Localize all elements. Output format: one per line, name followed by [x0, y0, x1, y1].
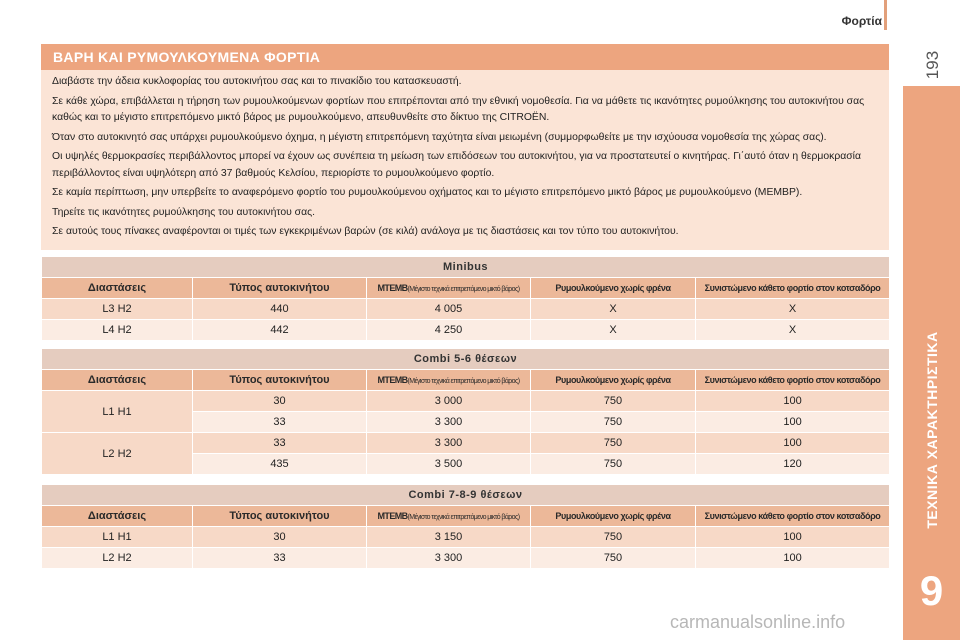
col-mtemb: ΜΤΕΜΒ(Μέγιστο τεχνικά επιτρεπόμενο μικτό βάρος)	[367, 278, 531, 299]
table-row	[42, 320, 890, 341]
cell-vehicle-type: 33	[193, 548, 367, 569]
table-combi-7-8-9	[41, 484, 890, 569]
intro-paragraph: Σε αυτούς τους πίνακες αναφέρονται οι τιμές των εγκεκριμένων βαρών (σε κιλά) ανάλογα με τις διαστάσεις και τον τύπο του αυτοκινήτου.	[52, 226, 679, 237]
cell-dimensions: L2 H2	[42, 433, 193, 475]
chapter-side-title: ΤΕΧΝΙΚΑ ΧΑΡΑΚΤΗΡΙΣΤΙΚΑ	[923, 331, 940, 529]
table-title: Minibus	[42, 257, 890, 278]
cell-unbraked: 750	[531, 527, 696, 548]
running-title: Φορτία	[841, 14, 882, 28]
cell-unbraked: 750	[531, 454, 696, 475]
cell-mtemb: 3 300	[367, 412, 531, 433]
table-combi-5-6	[41, 348, 890, 475]
intro-title: ΒΑΡΗ ΚΑΙ ΡΥΜΟΥΛΚΟΥΜΕΝΑ ΦΟΡΤΙΑ	[41, 44, 889, 70]
cell-dimensions: L2 H2	[42, 548, 193, 569]
table-minibus	[41, 256, 890, 341]
cell-vehicle-type: 33	[193, 412, 367, 433]
intro-paragraph: Σε κάθε χώρα, επιβάλλεται η τήρηση των ρυμουλκούμενων φορτίων που επιτρέπονται από την εθνική νομοθεσία. Για να μάθετε τις ικανότητες ρυμούλκησης του αυτοκινήτου σας καθώς και το μέγιστο επιτρεπόμενο μικτό βάρος με ρυμουλκούμενο, απευθυνθείτε στο δίκτυο της CITROËN.	[52, 95, 865, 123]
cell-unbraked: 750	[531, 391, 696, 412]
cell-vehicle-type: 30	[193, 391, 367, 412]
cell-vehicle-type: 30	[193, 527, 367, 548]
cell-vehicle-type: 435	[193, 454, 367, 475]
intro-paragraph: Διαβάστε την άδεια κυκλοφορίας του αυτοκινήτου σας και το πινακίδιο του κατασκευαστή.	[52, 76, 462, 87]
cell-roof-load: 100	[696, 391, 890, 412]
cell-unbraked: 750	[531, 412, 696, 433]
chapter-number: 9	[919, 567, 944, 614]
cell-roof-load: 100	[696, 412, 890, 433]
table-row	[42, 391, 890, 412]
cell-roof-load: X	[696, 299, 890, 320]
col-roof-load: Συνιστώμενο κάθετο φορτίο στον κοτσαδόρο	[696, 278, 890, 299]
intro-paragraph: Σε καμία περίπτωση, μην υπερβείτε το αναφερόμενο φορτίο του ρυμουλκούμενου οχήματος και το μέγιστο επιτρεπόμενο μικτό βάρος με ρυμουλκούμενο (ΜΕΜΒΡ).	[52, 187, 803, 198]
cell-mtemb: 3 300	[367, 548, 531, 569]
cell-unbraked: X	[531, 299, 696, 320]
cell-roof-load: 100	[696, 433, 890, 454]
intro-paragraph: Τηρείτε τις ικανότητες ρυμούλκησης του αυτοκινήτου σας.	[52, 206, 315, 218]
cell-mtemb: 4 250	[367, 320, 531, 341]
table-title: Combi 5-6 θέσεων	[42, 349, 890, 370]
cell-mtemb: 3 150	[367, 527, 531, 548]
header-rule	[884, 0, 887, 30]
intro-box	[41, 44, 889, 250]
cell-dimensions: L3 H2	[42, 299, 193, 320]
col-dimensions: Διαστάσεις	[42, 506, 193, 527]
cell-mtemb: 3 300	[367, 433, 531, 454]
col-dimensions: Διαστάσεις	[42, 370, 193, 391]
cell-mtemb: 4 005	[367, 299, 531, 320]
col-vehicle-type: Τύπος αυτοκινήτου	[193, 506, 367, 527]
cell-roof-load: 100	[696, 527, 890, 548]
cell-unbraked: X	[531, 320, 696, 341]
cell-vehicle-type: 440	[193, 299, 367, 320]
col-unbraked: Ρυμουλκούμενο χωρίς φρένα	[531, 370, 696, 391]
cell-vehicle-type: 442	[193, 320, 367, 341]
table-title: Combi 7-8-9 θέσεων	[42, 485, 890, 506]
cell-dimensions: L1 H1	[42, 391, 193, 433]
cell-roof-load: 120	[696, 454, 890, 475]
intro-paragraph: Οι υψηλές θερμοκρασίες περιβάλλοντος μπορεί να έχουν ως συνέπεια τη μείωση των επιδόσεων του αυτοκινήτου, για να προστατευτεί ο κινητήρας. Γι΄αυτό όταν η θερμοκρασία περιβάλλοντος είναι υψηλότερη από 37 βαθμούς Κελσίου, περιορίστε το ρυμουλκούμενο φορτίο.	[52, 151, 861, 179]
col-unbraked: Ρυμουλκούμενο χωρίς φρένα	[531, 278, 696, 299]
page-number: 193	[923, 50, 942, 80]
col-vehicle-type: Τύπος αυτοκινήτου	[193, 370, 367, 391]
col-roof-load: Συνιστώμενο κάθετο φορτίο στον κοτσαδόρο	[696, 506, 890, 527]
table-row	[42, 527, 890, 548]
table-row	[42, 433, 890, 454]
cell-unbraked: 750	[531, 433, 696, 454]
col-dimensions: Διαστάσεις	[42, 278, 193, 299]
cell-dimensions: L4 H2	[42, 320, 193, 341]
cell-vehicle-type: 33	[193, 433, 367, 454]
table-row	[42, 299, 890, 320]
col-unbraked: Ρυμουλκούμενο χωρίς φρένα	[531, 506, 696, 527]
intro-body	[41, 70, 889, 241]
cell-mtemb: 3 500	[367, 454, 531, 475]
watermark: carmanualsonline.info	[670, 612, 846, 632]
intro-paragraph: Όταν στο αυτοκινητό σας υπάρχει ρυμουλκούμενο όχημα, η μέγιστη επιτρεπόμενη ταχύτητα είναι μειωμένη (συμμορφωθείτε με την ισχύουσα νομοθεσία της χώρας σας).	[52, 131, 827, 143]
col-mtemb: ΜΤΕΜΒ(Μέγιστο τεχνικά επιτρεπόμενο μικτό βάρος)	[367, 506, 531, 527]
cell-roof-load: 100	[696, 548, 890, 569]
col-mtemb: ΜΤΕΜΒ(Μέγιστο τεχνικά επιτρεπόμενο μικτό βάρος)	[367, 370, 531, 391]
cell-roof-load: X	[696, 320, 890, 341]
cell-unbraked: 750	[531, 548, 696, 569]
table-row	[42, 548, 890, 569]
col-vehicle-type: Τύπος αυτοκινήτου	[193, 278, 367, 299]
cell-dimensions: L1 H1	[42, 527, 193, 548]
col-roof-load: Συνιστώμενο κάθετο φορτίο στον κοτσαδόρο	[696, 370, 890, 391]
cell-mtemb: 3 000	[367, 391, 531, 412]
